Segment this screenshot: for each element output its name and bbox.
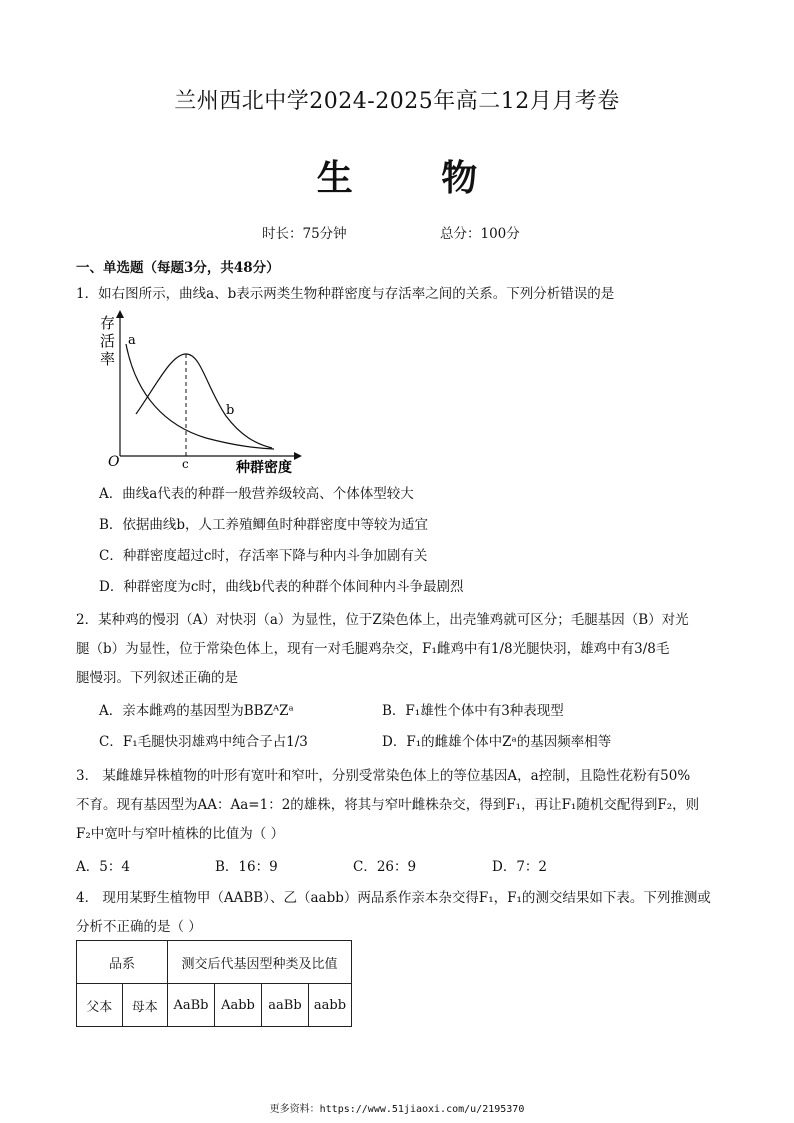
y-label-1: 存 bbox=[100, 314, 116, 332]
curve-a-label: a bbox=[128, 333, 136, 348]
q3-stem-line2: 不育。现有基因型为AA：Aa=1：2的雄株，将其与窄叶雌株杂交，得到F₁，再让F₁随机交配得到F₂，则 bbox=[76, 797, 700, 813]
footer-link[interactable]: 更多资料：https://www.51jiaoxi.com/u/2195370 bbox=[269, 1104, 525, 1115]
section-heading: 一、单选题（每题3分，共48分） bbox=[76, 260, 280, 276]
q2-stem-line3: 腿慢羽。下列叙述正确的是 bbox=[76, 670, 238, 686]
q1-graph bbox=[96, 306, 316, 474]
q3-option-a: A．5：4 bbox=[76, 859, 130, 875]
exam-duration: 时长：75分钟 bbox=[262, 226, 347, 242]
q1-stem: 1．如右图所示，曲线a、b表示两类生物种群密度与存活率之间的关系。下列分析错误的是 bbox=[76, 286, 615, 302]
subject-title: 生 物 bbox=[316, 157, 516, 199]
q2-option-c: C．F₁毛腿快羽雄鸡中纯合子占1/3 bbox=[99, 734, 308, 750]
table-cell-mother: 母本 bbox=[122, 984, 168, 1027]
q1-option-d: D．种群密度为c时，曲线b代表的种群个体间种内斗争最剧烈 bbox=[99, 579, 464, 595]
q4-stem-line2: 分析不正确的是（ ） bbox=[76, 919, 202, 935]
table-row bbox=[77, 984, 352, 1027]
q1-option-a: A．曲线a代表的种群一般营养级较高、个体体型较大 bbox=[99, 486, 414, 502]
q3-option-b: B．16：9 bbox=[215, 859, 278, 875]
y-axis-arrow bbox=[116, 310, 124, 318]
q3-option-c: C．26：9 bbox=[353, 859, 417, 875]
q2-option-a: A．亲本雌鸡的基因型为BBZᴬZᵃ bbox=[99, 703, 294, 719]
exam-total-score: 总分：100分 bbox=[440, 226, 520, 242]
x-axis-arrow bbox=[294, 452, 302, 460]
q2-option-d: D．F₁的雌雄个体中Zᵃ的基因频率相等 bbox=[382, 734, 612, 750]
q3-stem-line1: 3． 某雌雄异株植物的叶形有宽叶和窄叶，分别受常染色体上的等位基因A，a控制，且隐性花粉有50% bbox=[76, 768, 691, 784]
table-header-strain: 品系 bbox=[77, 941, 168, 984]
x-axis-label: 种群密度 bbox=[236, 460, 292, 474]
q2-option-b: B．F₁雄性个体中有3种表现型 bbox=[382, 703, 564, 719]
q2-stem-line2: 腿（b）为显性，位于常染色体上，现有一对毛腿鸡杂交，F₁雌鸡中有1/8光腿快羽，雄鸡中有3/8毛 bbox=[76, 641, 670, 657]
y-label-3: 率 bbox=[100, 350, 116, 368]
exam-title: 兰州西北中学2024-2025年高二12月月考卷 bbox=[174, 89, 620, 114]
table-cell-aabb1: AaBb bbox=[168, 984, 215, 1027]
table-cell-aabb2: Aabb bbox=[215, 984, 262, 1027]
table-cell-father: 父本 bbox=[77, 984, 123, 1027]
table-cell-aabb3: aaBb bbox=[262, 984, 309, 1027]
curve-b bbox=[136, 354, 272, 448]
curve-b-label: b bbox=[226, 403, 235, 418]
point-c-label: c bbox=[182, 457, 189, 471]
y-label-2: 活 bbox=[100, 332, 116, 350]
table-row bbox=[77, 941, 352, 984]
q3-option-d: D．7：2 bbox=[492, 859, 548, 875]
q1-option-b: B．依据曲线b，人工养殖鲫鱼时种群密度中等较为适宜 bbox=[99, 517, 429, 533]
q4-table bbox=[76, 940, 352, 1027]
origin-label: O bbox=[108, 454, 120, 470]
q2-stem-line1: 2．某种鸡的慢羽（A）对快羽（a）为显性，位于Z染色体上，出壳雏鸡就可区分；毛腿基因（B）对光 bbox=[76, 612, 689, 628]
table-header-offspring: 测交后代基因型种类及比值 bbox=[168, 941, 352, 984]
table-cell-aabb4: aabb bbox=[309, 984, 352, 1027]
q1-option-c: C．种群密度超过c时，存活率下降与种内斗争加剧有关 bbox=[99, 548, 428, 564]
q3-stem-line3: F₂中宽叶与窄叶植株的比值为（ ） bbox=[76, 826, 285, 842]
q4-stem-line1: 4． 现用某野生植物甲（AABB）、乙（aabb）两品系作亲本杂交得F₁，F₁的测交结果如下表。下列推测或 bbox=[76, 890, 711, 906]
